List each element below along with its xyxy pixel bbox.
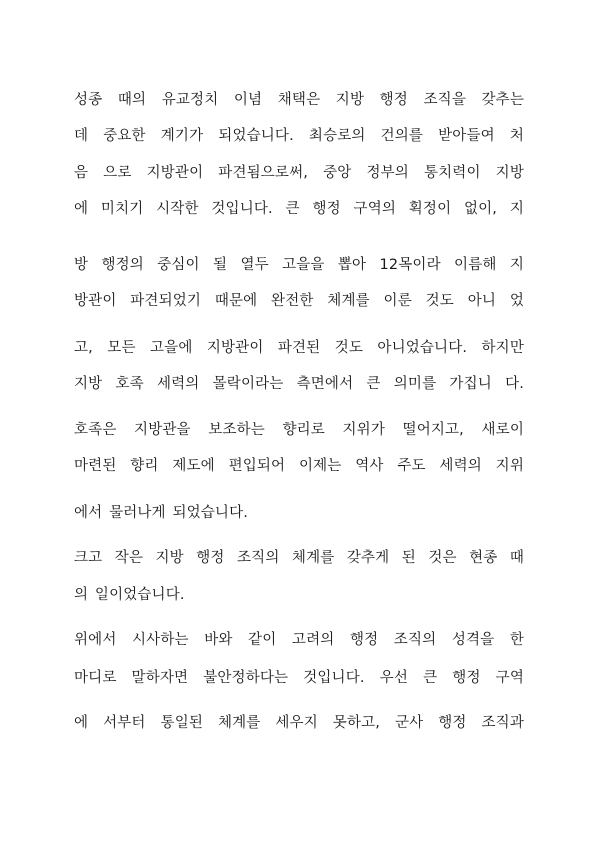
text-line: 마디로 말하자면 불안정하다는 것입니다. 우선 큰 행정 구역: [74, 670, 524, 686]
text-line: 크고 작은 지방 행정 조직의 체계를 갖추게 된 것은 현종 때: [74, 550, 524, 566]
text-line: 위에서 시사하는 바와 같이 고려의 행정 조직의 성격을 한: [74, 632, 524, 648]
text-line: 마련된 향리 제도에 편입되어 이제는 역사 주도 세력의 지위: [74, 458, 524, 474]
text-line: 음 으로 지방관이 파견됨으로써, 중앙 정부의 통치력이 지방: [74, 165, 524, 181]
text-line: 의 일이었습니다.: [74, 587, 185, 603]
text-line: 에 미치기 시작한 것입니다. 큰 행정 구역의 획정이 없이, 지: [74, 201, 524, 217]
text-line: 호족은 지방관을 보조하는 향리로 지위가 떨어지고, 새로이: [74, 422, 524, 438]
text-line: 방 행정의 중심이 될 열두 고을을 뽑아 12목이라 이름해 지: [74, 257, 524, 273]
text-line: 방관이 파견되었기 때문에 완전한 체계를 이룬 것도 아니 었: [74, 293, 524, 309]
text-line: 에서 물러나게 되었습니다.: [74, 505, 249, 521]
text-line: 지방 호족 세력의 몰락이라는 측면에서 큰 의미를 가집니 다.: [74, 376, 524, 392]
text-line: 데 중요한 계기가 되었습니다. 최승로의 건의를 받아들여 처: [74, 128, 524, 144]
text-line: 고, 모든 고을에 지방관이 파견된 것도 아니었습니다. 하지만: [74, 340, 524, 356]
text-line: 에 서부터 통일된 체계를 세우지 못하고, 군사 행정 조직과: [74, 715, 524, 731]
text-line: 성종 때의 유교정치 이념 채택은 지방 행정 조직을 갖추는: [74, 92, 524, 108]
